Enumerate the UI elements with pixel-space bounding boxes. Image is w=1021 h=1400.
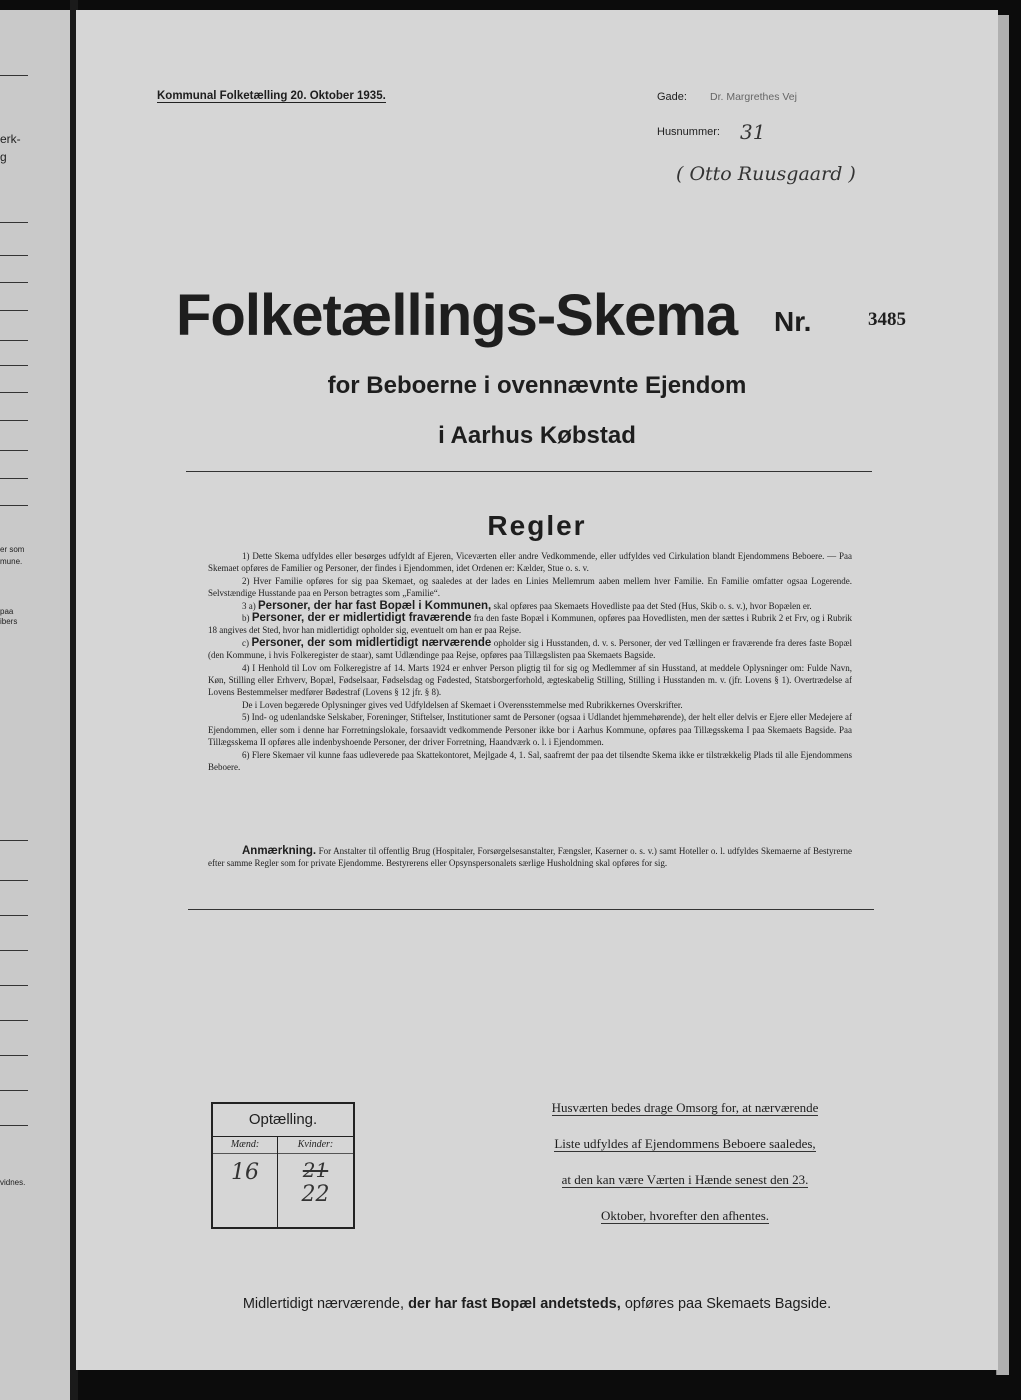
rules-heading: Regler [487,510,587,541]
left-rule [0,915,28,916]
notice-line-4: Oktober, hvorefter den afhentes. [600,1208,770,1223]
rule-2: 2) Hver Familie opføres for sig paa Skemaet, og saaledes at der lades en Linies Mellemrum aaben mellem hver Familie. En Familie omfatter ogsaa Logerende. Selvstændige Husstande paa en Person betragtes som „Familie“. [208,575,852,599]
form-number: 3485 [868,309,906,330]
husnummer-label: Husnummer: [657,126,720,138]
women-label: Kvinder: [278,1137,353,1154]
left-rule [0,75,28,76]
men-column [213,1137,278,1227]
left-text: ibers [0,617,18,626]
left-rule [0,478,28,479]
subtitle-city: i Aarhus Købstad [438,422,636,449]
notice-line-2: Liste udfyldes af Ejendommens Beboere saaledes, [554,1136,816,1151]
left-rule [0,365,28,366]
divider-bottom [188,909,874,910]
rule-4: 4) I Henhold til Lov om Folkeregistre af 14. Marts 1924 er enhver Person pligtig til for sig og Medlemmer af sin Husstand, at meddele Oplysninger om: Fulde Navn, Køn, Stilling eller Erhverv, Bopæl, Fødselsaar, Fødselsdag og Fødested, Statsborgerforhold, ægteskabelig Stilling, Stilling i Husstanden m. v. (jfr. Lovens § 1). Overtrædelse af Lovens Bestemmelser medfører Bødestraf (Lovens § 12 jfr. § 8). [208,662,852,698]
left-text: paa [0,607,14,616]
handwritten-owner-note: ( Otto Ruusgaard ) [676,163,856,185]
left-rule [0,880,28,881]
left-text: g [0,150,7,164]
women-count: 22 [301,1182,330,1207]
left-text: vidnes. [0,1178,26,1187]
notice-line-3: at den kan være Værten i Hænde senest den 23. [561,1172,809,1187]
men-count: 16 [231,1160,259,1185]
notice-line-1: Husværten bedes drage Omsorg for, at nærværende [551,1100,819,1115]
rule-4b: De i Loven begærede Oplysninger gives ved Udfyldelsen af Skemaet i Overensstemmelse med Rubrikkernes Overskrifter. [242,699,683,710]
women-count-struck: 21 [302,1158,329,1182]
left-page-edge [0,10,70,1400]
left-rule [0,1090,28,1091]
rule-6: 6) Flere Skemaer vil kunne faas udleverede paa Skattekontoret, Mejlgade 4, 1. Sal, saafremt der paa det tilsendte Skema ikke er tilstrækkelig Plads til alle Ejendommens Beboere. [208,749,852,772]
rule-3b: b) Personer, der er midlertidigt fraværende fra den faste Bopæl i Kommunen, opføres paa Hovedlisten, men der sættes i Rubrik 2 et Frv, og i Rubrik 18 angives det Sted, hvor han midlertidigt opholder sig, eventuelt om han er paa Rejse. [208,612,853,636]
left-rule [0,222,28,223]
left-text: er som [0,545,25,554]
left-rule [0,1055,28,1056]
count-box-title: Optælling. [213,1104,353,1137]
census-form-page [76,10,998,1370]
gade-label: Gade: [657,91,687,103]
remark-label: Anmærkning. [242,845,317,857]
remark-text: For Anstalter til offentlig Brug (Hospitaler, Forsørgelsesanstalter, Fængsler, Kaserner o. s. v.) samt Hoteller o. l. udfyldes Skemaerne af Bestyrerne efter samme Regler som for private Ejendomme. Bestyrerens eller Opsynspersonalets særlige Husholdning skal opføres for sig. [208,846,853,869]
rule-5: 5) Ind- og udenlandske Selskaber, Foreninger, Stiftelser, Institutioner samt de Personer (ogsaa i Udlandet hjemmehørende), der helt eller delvis er Ejere eller Medejere af Ejendommen, eller som i denne har Forretningslokale, forsaavidt vedkommende Personer ikke bor i Aarhus Kommune, opføres paa Tillægsskema I paa Skemaets Bagside. Paa Tillægsskema II opføres alle indenbyshoende Personer, der driver Forretning, Haandværk o. l. i Ejendommen. [208,712,852,748]
left-rule [0,1020,28,1021]
left-rule [0,282,28,283]
rule-1: 1) Dette Skema udfyldes eller besørges udfyldt af Ejeren, Viceværten eller andre Vedkommende, eller udfyldes ved Cirkulation blandt Ejendommens Beboere. — Paa Skemaet opføres de Familier og Personer, der findes i Ejendommen, idet Ordenen er: Kælder, Stue o. s. v. [208,551,852,574]
left-rule [0,950,28,951]
left-rule [0,255,28,256]
form-title: Folketællings-Skema [176,283,738,348]
husnummer-value: 31 [740,120,766,144]
left-rule [0,840,28,841]
left-rule [0,310,28,311]
subtitle-residents: for Beboerne i ovennævnte Ejendom [327,372,747,399]
divider-top [186,471,872,472]
left-rule [0,420,28,421]
rules-body [208,550,852,773]
gade-value: Dr. Margrethes Vej [710,91,797,103]
left-rule [0,392,28,393]
left-rule [0,1125,28,1126]
footer-note: Midlertidigt nærværende, der har fast Bopæl andetsteds, opføres paa Skemaets Bagside. [242,1296,832,1312]
nr-label: Nr. [774,306,812,337]
count-box [211,1102,355,1229]
left-rule [0,340,28,341]
left-rule [0,985,28,986]
left-rule [0,450,28,451]
remark-block [208,845,852,870]
rule-3c: c) Personer, der som midlertidigt nærværende opholder sig i Husstanden, d. v. s. Personer, der ved Tællingen er fraværende fra deres faste Bopæl (den Kommune, i hvis Folkeregister de staar), samt Udlændinge paa Rejse, opføres paa Tillægslisten paa Skemaets Bagside. [208,636,853,661]
left-text: erk- [0,132,21,146]
rule-3a: 3 a) Personer, der har fast Bopæl i Kommunen, skal opføres paa Skemaets Hovedliste paa det Sted (Hus, Skib o. s. v.), hvor Bopælen er. [242,599,812,612]
left-rule [0,505,28,506]
left-text: mune. [0,557,23,566]
census-header-line: Kommunal Folketælling 20. Oktober 1935. [157,90,386,102]
women-column [278,1137,353,1227]
men-label: Mænd: [213,1137,277,1154]
